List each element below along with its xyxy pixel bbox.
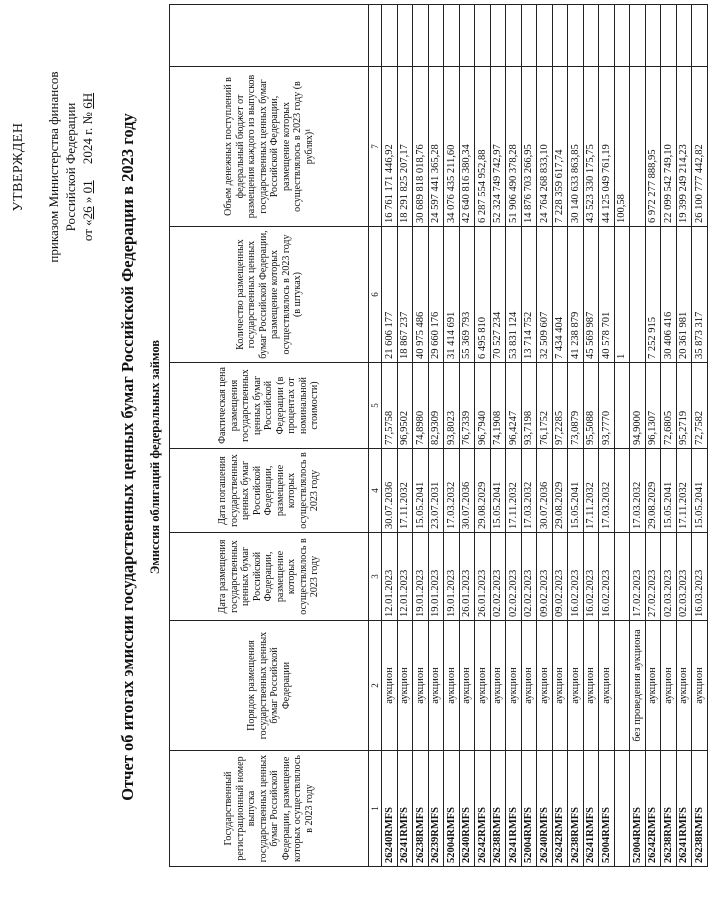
- cell-maturity-date: 15.05.2041: [490, 449, 506, 533]
- empty-cell: [521, 5, 537, 67]
- cell-placement-date: 16.02.2023: [568, 533, 584, 621]
- cell-budget-volume: 6 287 554 952,88: [475, 67, 491, 227]
- cell-registration-number: 26238RMFS: [490, 751, 506, 867]
- cell-maturity-date: 29.08.2029: [552, 449, 568, 533]
- table-row: [614, 5, 630, 867]
- header-empty-cell: [170, 5, 369, 67]
- cell-quantity: 70 527 234: [490, 227, 506, 363]
- cell-registration-number: 52004RMFS: [444, 751, 460, 867]
- cell-placement-method: аукцион: [490, 621, 506, 751]
- cell-maturity-date: 30.07.2036: [459, 449, 475, 533]
- cell-quantity: 31 414 691: [444, 227, 460, 363]
- table-row: [521, 5, 537, 867]
- table-header-row: [170, 5, 369, 867]
- cell-maturity-date: [614, 449, 630, 533]
- cell-placement-date: 26.01.2023: [459, 533, 475, 621]
- cell-budget-volume: 24 764 268 833,10: [537, 67, 553, 227]
- column-number: 4: [369, 449, 382, 533]
- empty-cell: [382, 5, 398, 67]
- cell-placement-date: 16.02.2023: [583, 533, 599, 621]
- cell-actual-price: 96,4247: [506, 363, 522, 449]
- cell-placement-method: [614, 621, 630, 751]
- cell-maturity-date: 30.07.2036: [537, 449, 553, 533]
- approval-month: 01: [80, 180, 95, 194]
- cell-registration-number: 26242RMFS: [475, 751, 491, 867]
- approval-day-suffix: »: [80, 196, 95, 204]
- cell-placement-method: аукцион: [537, 621, 553, 751]
- cell-placement-date: 16.02.2023: [599, 533, 615, 621]
- empty-cell: [676, 5, 692, 67]
- cell-placement-date: 02.03.2023: [661, 533, 677, 621]
- section-title: Эмиссия облигаций федеральных займов: [148, 339, 162, 575]
- cell-actual-price: 72,6805: [661, 363, 677, 449]
- header-placement-date: Дата размещения государственных ценных бумаг Российской Федерации, размещение которых осуществлялось в 2023 году: [170, 533, 369, 621]
- cell-budget-volume: 24 597 441 365,28: [428, 67, 444, 227]
- cell-registration-number: 26239RMFS: [428, 751, 444, 867]
- table-row: [459, 5, 475, 867]
- cell-budget-volume: 30 689 818 018,76: [413, 67, 429, 227]
- cell-placement-date: 26.01.2023: [475, 533, 491, 621]
- cell-budget-volume: 19 399 249 214,23: [676, 67, 692, 227]
- table-row: [428, 5, 444, 867]
- cell-maturity-date: 15.05.2041: [413, 449, 429, 533]
- approval-line-2: Российской Федерации: [63, 102, 78, 232]
- cell-registration-number: 26238RMFS: [413, 751, 429, 867]
- cell-budget-volume: 30 140 633 863,85: [568, 67, 584, 227]
- cell-quantity: 20 361 981: [676, 227, 692, 363]
- cell-maturity-date: 15.05.2041: [692, 449, 708, 533]
- cell-registration-number: 26238RMFS: [568, 751, 584, 867]
- cell-quantity: 7 434 404: [552, 227, 568, 363]
- cell-actual-price: 93,7770: [599, 363, 615, 449]
- cell-quantity: 32 509 607: [537, 227, 553, 363]
- cell-maturity-date: 17.03.2032: [630, 449, 646, 533]
- cell-registration-number: 26240RMFS: [459, 751, 475, 867]
- approval-day: 26: [80, 206, 95, 220]
- table-row: [475, 5, 491, 867]
- cell-maturity-date: 17.11.2032: [583, 449, 599, 533]
- cell-budget-volume: 51 906 490 378,28: [506, 67, 522, 227]
- approval-year: 2024 г. №: [80, 112, 95, 165]
- cell-placement-method: аукцион: [645, 621, 661, 751]
- cell-registration-number: 52004RMFS: [521, 751, 537, 867]
- header-maturity-date: Дата погашения государственных ценных бумаг Российской Федерации, размещение которых осуществлялось в 2023 году: [170, 449, 369, 533]
- empty-cell: [645, 5, 661, 67]
- cell-actual-price: 94,9000: [630, 363, 646, 449]
- table-row: [568, 5, 584, 867]
- cell-actual-price: 74,1908: [490, 363, 506, 449]
- cell-maturity-date: 17.03.2032: [599, 449, 615, 533]
- cell-registration-number: 26241RMFS: [676, 751, 692, 867]
- table-row: [692, 5, 708, 867]
- cell-quantity: 18 867 237: [397, 227, 413, 363]
- cell-placement-date: 27.02.2023: [645, 533, 661, 621]
- cell-budget-volume: 42 640 816 380,34: [459, 67, 475, 227]
- cell-placement-date: 19.01.2023: [413, 533, 429, 621]
- table-row: [413, 5, 429, 867]
- table-row: [552, 5, 568, 867]
- cell-placement-method: аукцион: [428, 621, 444, 751]
- cell-actual-price: 96,7940: [475, 363, 491, 449]
- cell-placement-date: 02.02.2023: [521, 533, 537, 621]
- empty-cell: [428, 5, 444, 67]
- table-row: [661, 5, 677, 867]
- column-number: 6: [369, 227, 382, 363]
- empty-cell: [369, 5, 382, 67]
- cell-placement-date: 02.03.2023: [676, 533, 692, 621]
- empty-cell: [459, 5, 475, 67]
- empty-cell: [583, 5, 599, 67]
- empty-cell: [630, 5, 646, 67]
- cell-registration-number: 26238RMFS: [661, 751, 677, 867]
- cell-quantity: 40 975 486: [413, 227, 429, 363]
- cell-budget-volume: 16 761 171 446,92: [382, 67, 398, 227]
- cell-quantity: 40 578 701: [599, 227, 615, 363]
- cell-quantity: 53 831 124: [506, 227, 522, 363]
- cell-actual-price: 82,9309: [428, 363, 444, 449]
- cell-budget-volume: 44 125 049 761,19: [599, 67, 615, 227]
- cell-placement-method: аукцион: [475, 621, 491, 751]
- table-body: [369, 5, 708, 867]
- table-row: [676, 5, 692, 867]
- cell-budget-volume: 7 228 359 617,74: [552, 67, 568, 227]
- cell-quantity: 55 369 793: [459, 227, 475, 363]
- cell-placement-method: аукцион: [382, 621, 398, 751]
- cell-placement-method: аукцион: [676, 621, 692, 751]
- cell-quantity: 45 569 987: [583, 227, 599, 363]
- cell-budget-volume: 34 076 435 211,60: [444, 67, 460, 227]
- cell-placement-date: 19.01.2023: [444, 533, 460, 621]
- cell-budget-volume: [630, 67, 646, 227]
- cell-placement-method: аукцион: [692, 621, 708, 751]
- empty-cell: [444, 5, 460, 67]
- table-row: [645, 5, 661, 867]
- cell-placement-date: 16.03.2023: [692, 533, 708, 621]
- approval-block: [10, 17, 96, 317]
- cell-placement-method: аукцион: [413, 621, 429, 751]
- column-number-row: [369, 5, 382, 867]
- cell-placement-date: 09.02.2023: [537, 533, 553, 621]
- cell-quantity: 1: [614, 227, 630, 363]
- cell-actual-price: 95,2719: [676, 363, 692, 449]
- cell-placement-method: без проведения аукциона: [630, 621, 646, 751]
- table-row: [382, 5, 398, 867]
- cell-maturity-date: 29.08.2029: [645, 449, 661, 533]
- table-row: [490, 5, 506, 867]
- cell-placement-method: аукцион: [521, 621, 537, 751]
- cell-actual-price: 76,1752: [537, 363, 553, 449]
- approval-label: УТВЕРЖДЕН: [11, 122, 26, 212]
- table-row: [599, 5, 615, 867]
- cell-placement-method: аукцион: [459, 621, 475, 751]
- cell-quantity: 6 495 810: [475, 227, 491, 363]
- table-row: [583, 5, 599, 867]
- table-row: [506, 5, 522, 867]
- header-actual-price: Фактическая цена размещения государственных ценных бумаг Российской Федерации (в процентах от номинальной стоимости): [170, 363, 369, 449]
- column-number: 5: [369, 363, 382, 449]
- cell-placement-method: аукцион: [397, 621, 413, 751]
- empty-cell: [599, 5, 615, 67]
- cell-placement-method: аукцион: [583, 621, 599, 751]
- cell-placement-date: 02.02.2023: [506, 533, 522, 621]
- cell-maturity-date: 17.03.2032: [521, 449, 537, 533]
- cell-actual-price: 95,5088: [583, 363, 599, 449]
- cell-budget-volume: 6 972 277 888,95: [645, 67, 661, 227]
- cell-registration-number: 26240RMFS: [537, 751, 553, 867]
- cell-placement-method: аукцион: [661, 621, 677, 751]
- cell-registration-number: 26241RMFS: [397, 751, 413, 867]
- cell-placement-date: 02.02.2023: [490, 533, 506, 621]
- empty-cell: [692, 5, 708, 67]
- cell-actual-price: 76,7339: [459, 363, 475, 449]
- header-quantity: Количество размещенных государственных ценных бумаг Российской Федерации, размещение которых осуществлялось в 2023 году (в штуках): [170, 227, 369, 363]
- cell-registration-number: 26240RMFS: [382, 751, 398, 867]
- column-number: 1: [369, 751, 382, 867]
- cell-placement-method: аукцион: [568, 621, 584, 751]
- column-number: 7: [369, 67, 382, 227]
- document-title: Отчет об итогах эмиссии государственных ценных бумаг Российской Федерации в 2023 году: [118, 113, 137, 801]
- cell-budget-volume: 43 523 330 175,75: [583, 67, 599, 227]
- cell-quantity: 21 606 177: [382, 227, 398, 363]
- cell-maturity-date: 29.08.2029: [475, 449, 491, 533]
- cell-maturity-date: 30.07.2036: [382, 449, 398, 533]
- cell-placement-method: аукцион: [506, 621, 522, 751]
- cell-quantity: 41 238 879: [568, 227, 584, 363]
- cell-placement-method: аукцион: [599, 621, 615, 751]
- column-number: 2: [369, 621, 382, 751]
- cell-maturity-date: 17.11.2032: [506, 449, 522, 533]
- cell-maturity-date: 15.05.2041: [568, 449, 584, 533]
- empty-cell: [475, 5, 491, 67]
- header-registration-number: Государственный регистрационный номер выпуска государственных ценных бумаг Российской Федерации, размещение которых осуществлялось в 2023 году: [170, 751, 369, 867]
- cell-placement-method: аукцион: [444, 621, 460, 751]
- cell-maturity-date: 17.11.2032: [676, 449, 692, 533]
- cell-registration-number: 26242RMFS: [645, 751, 661, 867]
- approval-date-prefix: от: [80, 229, 95, 242]
- cell-quantity: 7 252 915: [645, 227, 661, 363]
- cell-actual-price: 96,9502: [397, 363, 413, 449]
- empty-cell: [397, 5, 413, 67]
- empty-cell: [614, 5, 630, 67]
- cell-actual-price: 93,8023: [444, 363, 460, 449]
- emission-table: [169, 4, 708, 867]
- cell-maturity-date: 23.07.2031: [428, 449, 444, 533]
- cell-budget-volume: 26 100 777 442,82: [692, 67, 708, 227]
- cell-maturity-date: 17.11.2032: [397, 449, 413, 533]
- table-row: [397, 5, 413, 867]
- cell-registration-number: 26242RMFS: [552, 751, 568, 867]
- table-row: [537, 5, 553, 867]
- cell-quantity: 13 714 752: [521, 227, 537, 363]
- column-number: 3: [369, 533, 382, 621]
- empty-cell: [413, 5, 429, 67]
- cell-placement-date: 17.02.2023: [630, 533, 646, 621]
- table-row: [630, 5, 646, 867]
- cell-actual-price: 93,7198: [521, 363, 537, 449]
- cell-quantity: 35 873 317: [692, 227, 708, 363]
- cell-placement-date: 12.01.2023: [397, 533, 413, 621]
- cell-actual-price: 77,5758: [382, 363, 398, 449]
- empty-cell: [661, 5, 677, 67]
- cell-maturity-date: 17.03.2032: [444, 449, 460, 533]
- cell-actual-price: [614, 363, 630, 449]
- cell-actual-price: 73,0879: [568, 363, 584, 449]
- empty-cell: [506, 5, 522, 67]
- cell-registration-number: 52004RMFS: [599, 751, 615, 867]
- cell-placement-date: 19.01.2023: [428, 533, 444, 621]
- cell-placement-date: 09.02.2023: [552, 533, 568, 621]
- cell-registration-number: [614, 751, 630, 867]
- table-row: [444, 5, 460, 867]
- approval-line-1: приказом Министерства финансов: [46, 71, 61, 263]
- cell-registration-number: 26241RMFS: [583, 751, 599, 867]
- cell-actual-price: 72,7582: [692, 363, 708, 449]
- cell-budget-volume: 52 324 749 742,97: [490, 67, 506, 227]
- cell-placement-date: 12.01.2023: [382, 533, 398, 621]
- empty-cell: [537, 5, 553, 67]
- cell-registration-number: 26241RMFS: [506, 751, 522, 867]
- cell-maturity-date: 15.05.2041: [661, 449, 677, 533]
- cell-registration-number: 52004RMFS: [630, 751, 646, 867]
- cell-placement-date: [614, 533, 630, 621]
- header-budget-volume: Объем денежных поступлений в федеральный бюджет от размещения каждого из выпусков государственных ценных бумаг Российской Федерации, размещение которых осуществлялось в 2023 году (в рублях)¹: [170, 67, 369, 227]
- approval-number: 6Н: [80, 92, 95, 109]
- cell-quantity: 29 660 176: [428, 227, 444, 363]
- cell-placement-method: аукцион: [552, 621, 568, 751]
- cell-budget-volume: 14 876 703 266,95: [521, 67, 537, 227]
- header-placement-method: Порядок размещения государственных ценных бумаг Российской Федерации: [170, 621, 369, 751]
- cell-actual-price: 96,1307: [645, 363, 661, 449]
- cell-quantity: 30 406 416: [661, 227, 677, 363]
- empty-cell: [490, 5, 506, 67]
- cell-budget-volume: 100,58: [614, 67, 630, 227]
- cell-actual-price: 74,8980: [413, 363, 429, 449]
- cell-budget-volume: 18 291 825 207,17: [397, 67, 413, 227]
- cell-quantity: [630, 227, 646, 363]
- cell-actual-price: 97,2285: [552, 363, 568, 449]
- empty-cell: [568, 5, 584, 67]
- approval-date-line: от «26 » 01 2024 г. № 6Н: [80, 92, 95, 242]
- cell-budget-volume: 22 099 542 749,10: [661, 67, 677, 227]
- cell-registration-number: 26238RMFS: [692, 751, 708, 867]
- empty-cell: [552, 5, 568, 67]
